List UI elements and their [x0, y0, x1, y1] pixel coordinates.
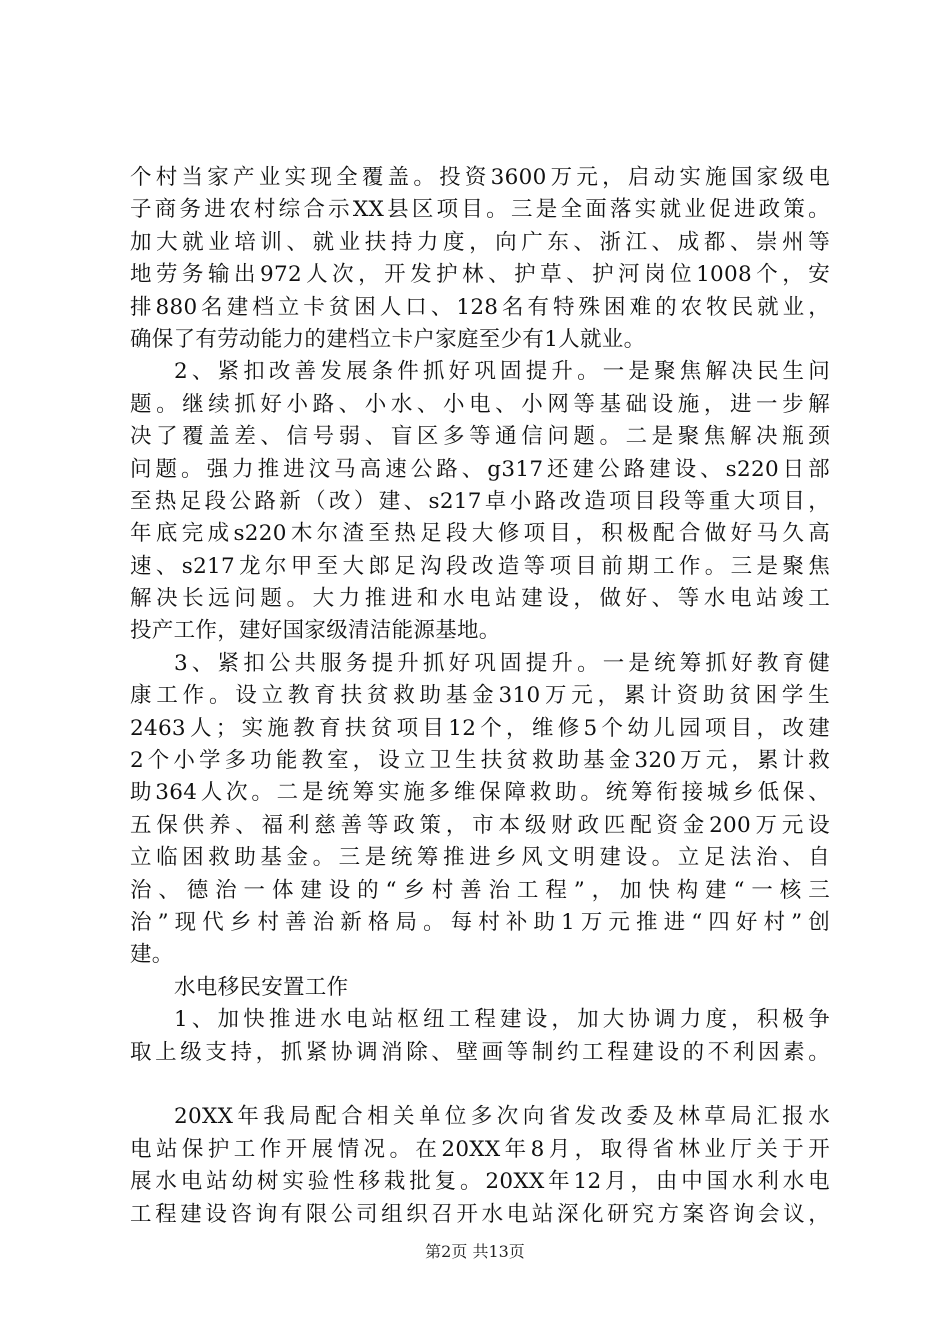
text-line: 展水电站幼树实验性移栽批复。20XX年12月，由中国水利水电 [130, 1169, 830, 1195]
text-line: 个村当家产业实现全覆盖。投资3600万元，启动实施国家级电 [130, 165, 830, 190]
paragraph-start-line: 20XX年我局配合相关单位多次向省发改委及林草局汇报水 [174, 1104, 830, 1130]
paragraph-start-line: 2、紧扣改善发展条件抓好巩固提升。一是聚焦解决民生问 [174, 359, 830, 385]
text-line: 确保了有劳动能力的建档立卡户家庭至少有1人就业。 [130, 326, 646, 352]
text-line: 电站保护工作开展情况。在20XX年8月，取得省林业厅关于开 [130, 1136, 830, 1162]
text-line: 康工作。设立教育扶贫救助基金310万元，累计资助贫困学生 [130, 683, 830, 709]
section-heading: 水电移民安置工作 [174, 974, 349, 1000]
text-line: 2463人；实施教育扶贫项目12个，维修5个幼儿园项目，改建 [130, 715, 830, 741]
text-line: 加大就业培训、就业扶持力度，向广东、浙江、成都、崇州等 [130, 229, 830, 255]
paragraph-start-line: 3、紧扣公共服务提升抓好巩固提升。一是统筹抓好教育健 [174, 650, 830, 676]
paragraph-start-line: 1、加快推进水电站枢纽工程建设，加大协调力度，积极争 [174, 1007, 830, 1033]
text-line: 决了覆盖差、信号弱、盲区多等通信问题。二是聚焦解决瓶颈 [130, 424, 830, 450]
document-body [130, 162, 830, 1231]
text-line: 至热足段公路新（改）建、s217卓小路改造项目段等重大项目， [130, 488, 830, 514]
text-line: 工程建设咨询有限公司组织召开水电站深化研究方案咨询会议， [130, 1201, 830, 1227]
text-line: 五保供养、福利慈善等政策，市本级财政匹配资金200万元设 [130, 812, 830, 838]
text-line: 治、德治一体建设的“乡村善治工程”，加快构建“一核三 [130, 877, 830, 903]
text-line: 问题。强力推进汶马高速公路、g317还建公路建设、s220日部 [130, 456, 830, 482]
text-line: 2个小学多功能教室，设立卫生扶贫救助基金320万元，累计救 [130, 748, 830, 774]
text-line: 排880名建档立卡贫困人口、128名有特殊困难的农牧民就业， [130, 294, 830, 320]
text-line: 子商务进农村综合示XX县区项目。三是全面落实就业促进政策。 [130, 197, 830, 223]
text-line: 年底完成s220木尔渣至热足段大修项目，积极配合做好马久高 [130, 521, 830, 547]
text-line: 助364人次。二是统筹实施多维保障救助。统筹衔接城乡低保、 [130, 780, 830, 806]
paragraph-gap [130, 1069, 830, 1101]
text-line: 立临困救助基金。三是统筹推进乡风文明建设。立足法治、自 [130, 845, 830, 871]
text-line: 取上级支持，抓紧协调消除、壁画等制约工程建设的不利因素。 [130, 1039, 830, 1065]
text-line: 速、s217龙尔甲至大郎足沟段改造等项目前期工作。三是聚焦 [130, 553, 830, 579]
page-footer: 第2页 共13页 [425, 1242, 525, 1261]
text-line: 地劳务输出972人次，开发护林、护草、护河岗位1008个，安 [130, 262, 830, 288]
text-line: 解决长远问题。大力推进和水电站建设，做好、等水电站竣工 [130, 586, 830, 612]
text-line: 建。 [130, 942, 174, 968]
text-line: 题。继续抓好小路、小水、小电、小网等基础设施，进一步解 [130, 391, 830, 417]
text-line: 投产工作，建好国家级清洁能源基地。 [130, 618, 501, 644]
text-line: 治”现代乡村善治新格局。每村补助1万元推进“四好村”创 [130, 909, 830, 935]
